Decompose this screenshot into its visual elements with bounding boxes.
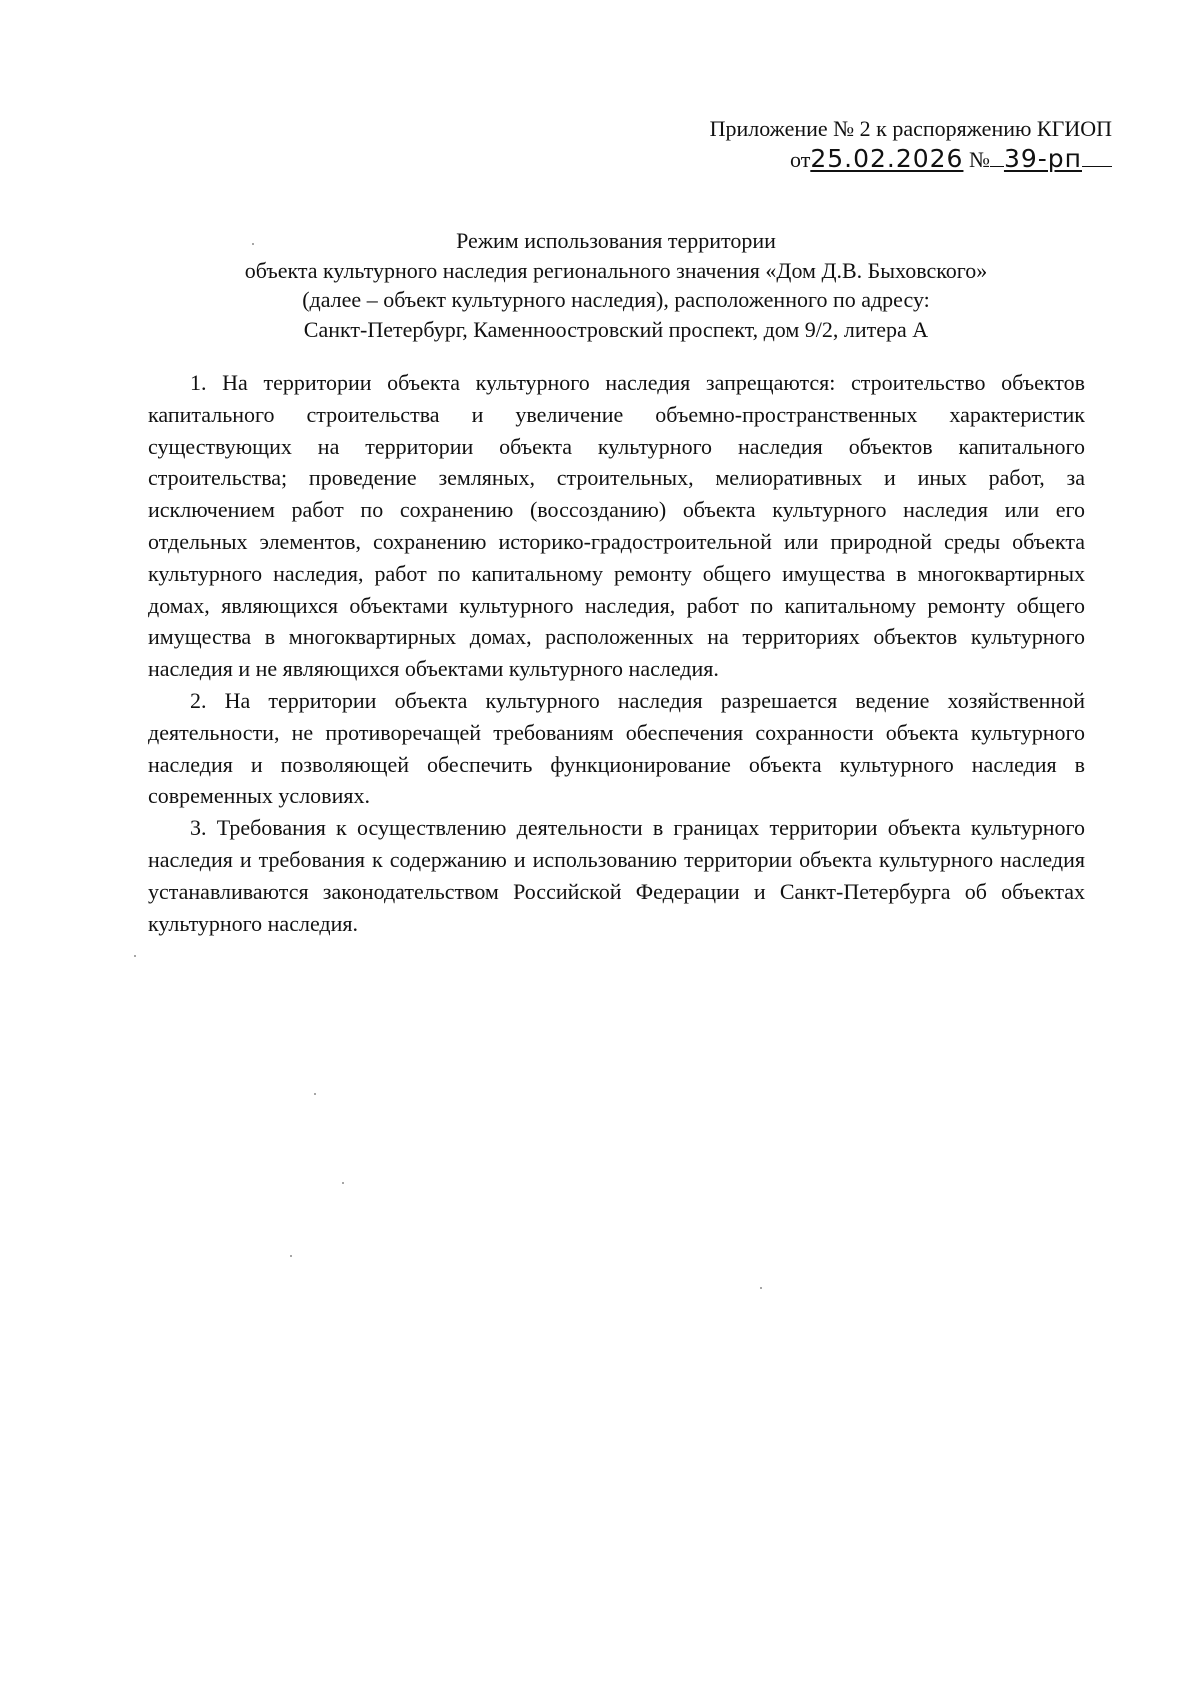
scan-speck (134, 955, 136, 957)
title-line-4: Санкт-Петербург, Каменноостровский проспект, дом 9/2, литера А (303, 316, 929, 342)
scan-speck (290, 1255, 292, 1257)
handwritten-number: 39-рп (1003, 144, 1082, 173)
handwritten-date: 25.02.2026 (810, 144, 964, 173)
paragraph-1: 1. На территории объекта культурного наследия запрещаются: строительство объектов капитального строительства и увеличение объемно-пространственных характеристик существующих на территории объекта культурного наследия объектов капитального строительства; проведение земляных, строительных, мелиоративных и иных работ, за исключением работ по сохранению (воссозданию) объекта культурного наследия или его отдельных элементов, сохранению историко-градостроительной или природной среды объекта культурного наследия, работ по капитальному ремонту общего имущества в многоквартирных домах, являющихся объектами культурного наследия, работ по капитальному ремонту общего имущества в многоквартирных домах, расположенных на территориях объектов культурного наследия и не являющихся объектами культурного наследия. (148, 370, 1085, 682)
paragraph-3: 3. Требования к осуществлению деятельности в границах территории объекта культурного наследия и требования к содержанию и использованию территории объекта культурного наследия устанавливаются законодательством Российской Федерации и Санкт-Петербурга об объектах культурного наследия. (148, 815, 1085, 936)
order-date-number (710, 144, 1112, 175)
appendix-reference: Приложение № 2 к распоряжению КГИОП (709, 116, 1112, 141)
title-line-2: объекта культурного наследия регионального значения «Дом Д.В. Быховского» (244, 257, 988, 283)
scan-speck (314, 1093, 316, 1095)
from-label: от (789, 147, 811, 172)
document-body (148, 367, 1085, 939)
number-field (990, 144, 1112, 175)
title-line-1: Режим использования территории (456, 228, 776, 253)
paragraph-2: 2. На территории объекта культурного наследия разрешается ведение хозяйственной деятельности, не противоречащей требованиям обеспечения сохранности объекта культурного наследия и позволяющей обеспечить функционирование объекта культурного наследия в современных условиях. (148, 687, 1085, 809)
number-label: № (968, 147, 990, 172)
scan-speck (342, 1182, 344, 1184)
scan-speck (760, 1287, 762, 1289)
scan-speck (252, 243, 254, 245)
title-line-3: (далее – объект культурного наследия), расположенного по адресу: (302, 287, 930, 312)
document-title (150, 226, 1082, 344)
appendix-header (710, 114, 1112, 175)
